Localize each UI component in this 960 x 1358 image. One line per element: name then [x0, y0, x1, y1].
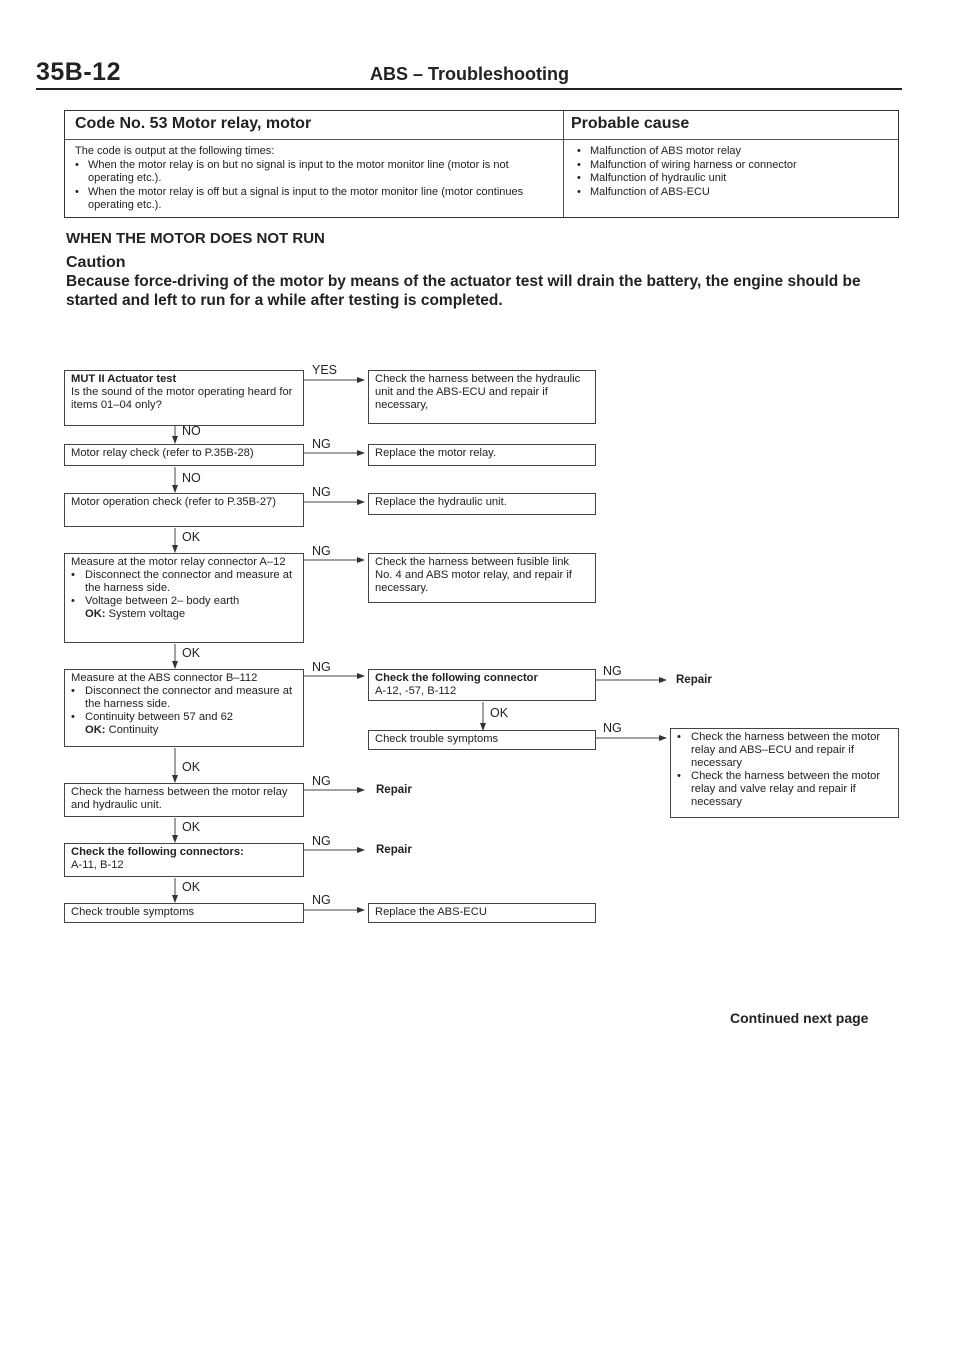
ng-label: NG: [603, 664, 622, 678]
ok-label: OK: [182, 820, 201, 834]
flow-step-motor-operation-check: Motor operation check (refer to P.35B-27): [64, 493, 304, 527]
no-label: NO: [182, 471, 201, 485]
flow-result-check-harness-relays: [670, 728, 899, 818]
caution-text: Because force-driving of the motor by means of the actuator test will drain the battery, the engine should be started and left to run for a while after testing is completed.: [66, 273, 861, 309]
ok-label: OK: [490, 706, 509, 720]
code-title: Code No. 53 Motor relay, motor: [75, 115, 312, 132]
step-title: MUT II Actuator test: [71, 373, 177, 385]
ng-label: NG: [312, 660, 331, 674]
ng-label: NG: [312, 834, 331, 848]
step-items: [71, 569, 297, 608]
list-item: • Malfunction of ABS-ECU: [577, 186, 887, 200]
ng-label: NG: [312, 893, 331, 907]
caution-label: Caution: [66, 254, 126, 271]
flow-result-check-harness-hydraulic: Check the harness between the hydraulic unit and the ABS-ECU and repair if necessary,: [368, 370, 596, 424]
list-item: • When the motor relay is on but no signal is input to the motor monitor line (motor is not operating etc.).: [75, 159, 555, 186]
page-number: 35B-12: [36, 58, 121, 86]
list-item: • Check the harness between the motor relay and valve relay and repair if necessary: [677, 770, 892, 809]
list-item: • Continuity between 57 and 62: [71, 711, 297, 724]
ok-label: OK: [182, 880, 201, 894]
list-item: • Check the harness between the motor relay and ABS–ECU and repair if necessary: [677, 731, 892, 770]
list-item: The code is output at the following times:: [75, 145, 275, 157]
list-item: • Disconnect the connector and measure at the harness side.: [71, 685, 297, 711]
ok-label: OK: [182, 760, 201, 774]
flow-step-measure-motor-relay-connector: [64, 553, 304, 643]
result-items: [677, 731, 892, 809]
list-item: • Malfunction of wiring harness or connector: [577, 159, 887, 173]
step-text: Measure at the ABS connector B–112: [71, 672, 258, 684]
yes-label: YES: [312, 363, 338, 377]
flow-step-check-connector-a12: [368, 669, 596, 701]
flow-step-check-connectors-a11: [64, 843, 304, 877]
flow-step-actuator-test: [64, 370, 304, 426]
flow-result-repair: Repair: [376, 844, 412, 856]
no-label: NO: [182, 424, 201, 438]
ok-criteria-label: OK:: [85, 724, 106, 736]
continued-note: Continued next page: [730, 1010, 869, 1026]
ng-label: NG: [312, 544, 331, 558]
step-text: Measure at the motor relay connector A–12: [71, 556, 286, 568]
step-text: A-12, -57, B-112: [375, 685, 457, 697]
flow-result-replace-abs-ecu: Replace the ABS-ECU: [368, 903, 596, 923]
ok-criteria-value: System voltage: [108, 608, 186, 620]
step-title: Check the following connectors:: [71, 846, 244, 858]
flow-result-replace-motor-relay: Replace the motor relay.: [368, 444, 596, 466]
list-item: • Disconnect the connector and measure at the harness side.: [71, 569, 297, 595]
flow-result-repair: Repair: [676, 674, 712, 686]
step-items: [71, 685, 297, 724]
flow-step-check-harness-motor-hydraulic: Check the harness between the motor relay and hydraulic unit.: [64, 783, 304, 817]
list-item: • Malfunction of hydraulic unit: [577, 172, 887, 186]
page-title: ABS – Troubleshooting: [370, 64, 570, 84]
flow-step-measure-abs-connector: [64, 669, 304, 747]
probable-cause-title: Probable cause: [571, 115, 690, 132]
ok-label: OK: [182, 530, 201, 544]
ng-label: NG: [312, 485, 331, 499]
ng-label: NG: [603, 721, 622, 735]
flow-step-check-trouble-symptoms-b: Check trouble symptoms: [368, 730, 596, 750]
ng-label: NG: [312, 437, 331, 451]
ok-label: OK: [182, 646, 201, 660]
flow-result-replace-hydraulic-unit: Replace the hydraulic unit.: [368, 493, 596, 515]
ok-criteria-value: Continuity: [108, 724, 159, 736]
step-text: A-11, B-12: [71, 859, 124, 871]
step-title: Check the following connector: [375, 672, 538, 684]
flow-step-motor-relay-check: Motor relay check (refer to P.35B-28): [64, 444, 304, 466]
ok-criteria-label: OK:: [85, 608, 106, 620]
list-item: • When the motor relay is off but a signal is input to the motor monitor line (motor continues operating etc.).: [75, 186, 555, 213]
section-heading: WHEN THE MOTOR DOES NOT RUN: [66, 230, 325, 247]
ng-label: NG: [312, 774, 331, 788]
list-item: • Malfunction of ABS motor relay: [577, 145, 887, 159]
list-item: • Voltage between 2– body earth: [71, 595, 297, 608]
flow-result-repair: Repair: [376, 784, 412, 796]
flow-step-check-trouble-symptoms: Check trouble symptoms: [64, 903, 304, 923]
step-text: Is the sound of the motor operating heard for items 01–04 only?: [71, 386, 293, 411]
flow-result-check-fusible-link-harness: Check the harness between fusible link No. 4 and ABS motor relay, and repair if necessary.: [368, 553, 596, 603]
